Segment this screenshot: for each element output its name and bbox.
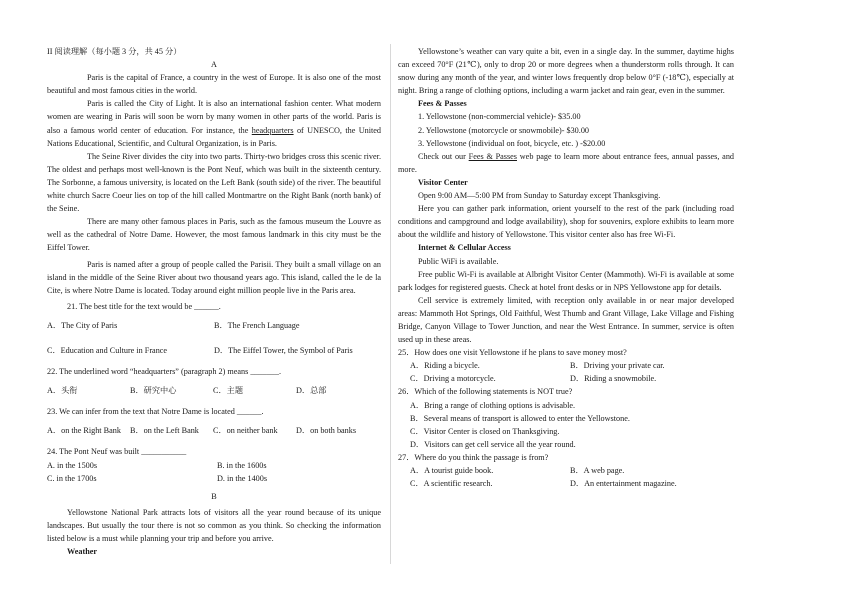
q24-option-d[interactable]: D. in the 1400s — [217, 473, 268, 483]
fee-item-2: 2. Yellowstone (motorcycle or snowmobile)- $30.00 — [418, 125, 590, 135]
passage-b-label: B — [211, 491, 217, 501]
q27-option-c[interactable]: C．A scientific research. — [410, 479, 493, 489]
q24-options-row-1 — [47, 459, 381, 472]
passage-a-paragraph-1: Paris is the capital of France, a country in the west of Europe. It is also one of the most beautiful and most famous cities in the world. — [47, 73, 381, 96]
visitor-text: Here you can gather park information, orient yourself to the rest of the park (including road conditions and campground and lodge availability), shop for souvenirs, explore exhibits to learn more about the wildlife and history of Yellowstone. This visitor center also has free Wi-Fi. — [398, 204, 734, 240]
fee-item-1: 1. Yellowstone (non-commercial vehicle)- $35.00 — [418, 112, 581, 122]
q21-option-a[interactable]: A．The City of Paris — [47, 320, 118, 330]
question-26: 26．Which of the following statements is NOT true? — [398, 387, 573, 397]
q27-option-d[interactable]: D．An entertainment magazine. — [570, 479, 677, 489]
weather-heading: Weather — [67, 547, 98, 557]
passage-a-paragraph-5: Paris is named after a group of people called the Parisii. They built a small village on an island in the middle of the Seine River about two thousand years ago. This island, called the le de la Cite, is where Notre Dame is located. Today around eight million people live in the Paris area. — [47, 259, 381, 295]
q22-option-c[interactable]: C．主题 — [213, 386, 244, 396]
internet-paragraph-1: Public WiFi is available. — [418, 256, 499, 266]
q25-options-row-1 — [398, 359, 734, 372]
question-22: 22. The underlined word “headquarters” (paragraph 2) means _______. — [47, 367, 282, 377]
q27-options-row-2 — [398, 477, 734, 490]
question-21: 21. The best title for the text would be ______. — [67, 301, 221, 311]
question-27: 27．Where do you think the passage is from? — [398, 452, 549, 462]
q24-option-a[interactable]: A. in the 1500s — [47, 460, 98, 470]
q26-option-a[interactable]: A．Bring a range of clothing options is advisable. — [410, 400, 576, 410]
q22-option-d[interactable]: D．总部 — [296, 386, 327, 396]
q27-option-b[interactable]: B．A web page. — [570, 466, 625, 475]
q27-option-a[interactable]: A．A tourist guide book. — [410, 466, 494, 475]
question-23: 23. We can infer from the text that Notre Dame is located ______. — [47, 407, 264, 417]
q21-options-row-1 — [47, 319, 381, 332]
q25-option-c[interactable]: C．Driving a motorcycle. — [410, 374, 496, 384]
left-column — [47, 0, 381, 607]
question-25: 25．How does one visit Yellowstone if he plans to save money most? — [398, 348, 627, 358]
q25-option-a[interactable]: A．Riding a bicycle. — [410, 361, 480, 371]
q25-options-row-2 — [398, 372, 734, 385]
q23-options — [47, 424, 381, 437]
q26-option-c[interactable]: C．Visitor Center is closed on Thanksgiving. — [410, 426, 560, 436]
visitor-hours: Open 9:00 AM—5:00 PM from Sunday to Saturday except Thanksgiving. — [418, 191, 661, 201]
fee-item-3: 3. Yellowstone (individual on foot, bicycle, etc. ) -$20.00 — [418, 138, 606, 148]
q24-option-c[interactable]: C. in the 1700s — [47, 473, 97, 483]
internet-heading: Internet & Cellular Access — [418, 243, 511, 253]
q24-options-row-2 — [47, 472, 381, 485]
passage-a-paragraph-2: Paris is called the City of Light. It is also an international fashion center. What modern women are wearing in Paris will soon be worn by many women in other parts of the world. Paris is also a famous world center of education. For instance, the headquarters of UNESCO, the United Nations Educational, Scientific, and Cultural Organization, is in Paris. — [47, 99, 381, 148]
q21-option-d[interactable]: D．The Eiffel Tower, the Symbol of Paris — [214, 345, 353, 355]
q23-option-b[interactable]: B．on the Left Bank — [130, 426, 199, 436]
q23-option-c[interactable]: C．on neither bank — [213, 426, 278, 436]
right-column — [398, 0, 734, 607]
fees-check-text: Check out our Fees & Passes web page to learn more about entrance fees, annual passes, and more. — [398, 151, 735, 174]
q24-option-b[interactable]: B. in the 1600s — [217, 460, 267, 470]
question-24: 24. The Pont Neuf was built ___________ — [47, 447, 187, 457]
internet-paragraph-3: Cell service is extremely limited, with reception only available in or near major developed areas: Mammoth Hot Springs, Old Faithful, West Thumb and Grant Village, Lake Village and Fishing Bridge, Canyon Village to Tower Junction, and near the West Entrance. In summer, service is often used up in these areas. — [398, 295, 734, 345]
q23-option-a[interactable]: A．on the Right Bank — [47, 426, 121, 436]
q25-option-d[interactable]: D．Riding a snowmobile. — [570, 374, 657, 384]
underlined-word: headquarters — [251, 125, 294, 135]
visitor-center-heading: Visitor Center — [418, 177, 468, 187]
q26-option-d[interactable]: D．Visitors can get cell service all the year round. — [410, 439, 576, 449]
q21-option-b[interactable]: B．The French Language — [214, 320, 300, 330]
q21-options-row-2 — [47, 344, 381, 357]
internet-paragraph-2: Free public Wi-Fi is available at Albright Visitor Center (Mammoth). Wi-Fi is available at some park lodges for registered guests. Check at hotel front desks or in NPS Yellowstone app for details. — [398, 269, 734, 292]
q21-option-c[interactable]: C．Education and Culture in France — [47, 345, 168, 355]
q22-option-a[interactable]: A．头衔 — [47, 386, 78, 396]
passage-b-intro: Yellowstone National Park attracts lots of visitors all the year round because of its unique landscapes. But usually the tour there is not so common as you think. So checking the information listed below is a must while planning your trip and before you arrive. — [47, 507, 381, 543]
q23-option-d[interactable]: D．on both banks — [296, 426, 357, 436]
passage-a-paragraph-3: The Seine River divides the city into two parts. Thirty-two bridges cross this scenic river. The oldest and perhaps most well-known is the Pont Neuf, which was built in the sixteenth century. The Sorbonne, a famous university, is located on the Left Bank (south side) of the river. The beautiful white church Sacre Coeur lies on top of the hill called Montmartre on the Right Bank (north bank) of the Seine. — [47, 151, 381, 214]
q22-options — [47, 384, 381, 397]
fees-heading: Fees & Passes — [418, 99, 467, 109]
q25-option-b[interactable]: B．Driving your private car. — [570, 361, 665, 371]
column-divider — [390, 44, 391, 564]
passage-a-label: A — [211, 60, 217, 70]
section-title: II 阅读理解（每小题 3 分，共 45 分） — [47, 47, 182, 56]
weather-text: Yellowstone’s weather can vary quite a bit, even in a single day. In the summer, daytime highs can exceed 70°F (21℃), only to drop 20 or more degrees when a thunderstorm rolls through. It can snow during any month of the year, and winter lows frequently drop below 0°F (-18℃), especially at night. Bring a range of clothing options, including a warm jacket and rain gear, even in the summer. — [398, 47, 734, 96]
q26-option-b[interactable]: B．Several means of transport is allowed to enter the Yellowstone. — [410, 413, 630, 423]
q22-option-b[interactable]: B．研究中心 — [130, 386, 177, 396]
q27-options-row-1 — [398, 464, 734, 477]
passage-a-paragraph-4: There are many other famous places in Paris, such as the famous museum the Louvre as well as the cathedral of Notre Dame. However, the most famous landmark in this city must be the Eiffel Tower. — [47, 217, 381, 253]
fees-passes-link[interactable]: Fees & Passes — [468, 151, 517, 161]
